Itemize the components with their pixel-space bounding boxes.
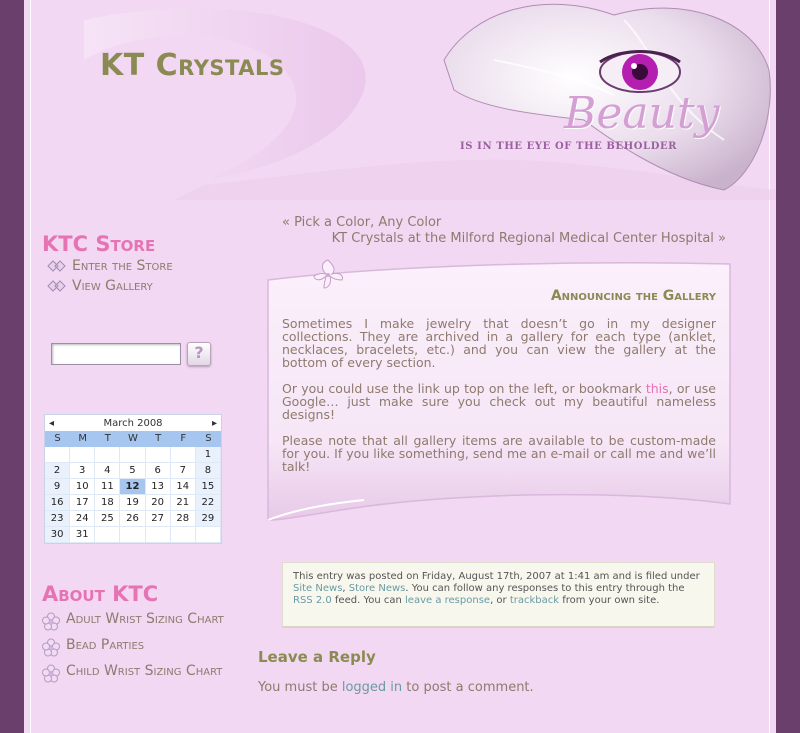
calendar-day: 10 bbox=[70, 479, 95, 495]
calendar-day: 5 bbox=[120, 463, 145, 479]
reply-text: to post a comment. bbox=[402, 680, 534, 695]
calendar-prev-icon[interactable]: ◂ bbox=[49, 417, 55, 429]
header bbox=[24, 0, 776, 200]
calendar-dow: T bbox=[146, 431, 171, 447]
calendar-dow: S bbox=[196, 431, 221, 447]
calendar-day: 17 bbox=[70, 495, 95, 511]
previous-post-link[interactable]: « Pick a Color, Any Color bbox=[282, 215, 442, 230]
calendar-empty-cell bbox=[45, 447, 70, 463]
crystal-icon bbox=[46, 279, 66, 293]
category-store-news-link[interactable]: Store News bbox=[348, 583, 406, 594]
entry-title[interactable]: Announcing the Gallery bbox=[550, 288, 716, 304]
calendar-dow: S bbox=[45, 431, 70, 447]
calendar-empty-cell bbox=[146, 527, 171, 543]
calendar-day: 22 bbox=[196, 495, 221, 511]
sidebar-item-bead-parties[interactable] bbox=[42, 632, 242, 658]
sidebar-store bbox=[42, 232, 232, 296]
sidebar-item-enter-store[interactable] bbox=[42, 256, 232, 276]
entry-paragraph: Please note that all gallery items are available to be custom-made for you. If you like something, send me an e-mail or call me and we’ll talk! bbox=[282, 433, 716, 474]
calendar-day: 23 bbox=[45, 511, 70, 527]
calendar-day: 4 bbox=[95, 463, 120, 479]
calendar-empty-cell bbox=[120, 447, 145, 463]
calendar-grid bbox=[45, 431, 221, 543]
category-site-news-link[interactable]: Site News bbox=[293, 583, 343, 594]
meta-text: , or bbox=[490, 595, 510, 606]
calendar-day: 28 bbox=[171, 511, 196, 527]
flower-icon bbox=[42, 611, 60, 632]
logged-in-link[interactable]: logged in bbox=[341, 680, 403, 695]
calendar-day: 21 bbox=[171, 495, 196, 511]
calendar-day: 24 bbox=[70, 511, 95, 527]
calendar-empty-cell bbox=[196, 527, 221, 543]
calendar-day: 3 bbox=[70, 463, 95, 479]
calendar-empty-cell bbox=[120, 527, 145, 543]
sidebar-item-adult-wrist-chart[interactable] bbox=[42, 606, 242, 632]
reply-text: You must be bbox=[258, 680, 342, 695]
calendar-day: 14 bbox=[171, 479, 196, 495]
calendar-day: 15 bbox=[196, 479, 221, 495]
search-button[interactable]: ? bbox=[187, 342, 211, 366]
meta-text: from your own site. bbox=[559, 595, 660, 606]
meta-text: This entry was posted on Friday, August 17th, 2007 at 1:41 am and is filed under bbox=[293, 571, 700, 582]
calendar-day: 1 bbox=[196, 447, 221, 463]
calendar-dow: W bbox=[120, 431, 145, 447]
calendar-day: 30 bbox=[45, 527, 70, 543]
entry-paragraph: Sometimes I make jewelry that doesn’t go in my designer collections. They are archived in a gallery for each type (anklet, necklaces, bracelets, etc.) and you can view the gallery at the bottom of every section. bbox=[282, 316, 716, 370]
calendar-day: 29 bbox=[196, 511, 221, 527]
sidebar-item-label: Bead Parties bbox=[66, 637, 145, 653]
sidebar-item-label: Child Wrist Sizing Chart bbox=[66, 663, 223, 679]
meta-text: . You can follow any responses to this entry through the bbox=[405, 583, 685, 594]
post-meta bbox=[282, 562, 715, 628]
about-heading: About KTC bbox=[42, 582, 159, 606]
calendar-day: 11 bbox=[95, 479, 120, 495]
calendar-day: 9 bbox=[45, 479, 70, 495]
site-title[interactable]: KT Crystals bbox=[100, 48, 285, 83]
calendar-day: 20 bbox=[146, 495, 171, 511]
reply-note bbox=[258, 680, 534, 695]
entry bbox=[264, 258, 736, 530]
calendar-day: 19 bbox=[120, 495, 145, 511]
calendar-day: 12 bbox=[120, 479, 145, 495]
entry-body bbox=[282, 317, 716, 486]
flower-icon bbox=[42, 663, 60, 684]
sidebar-item-label: Adult Wrist Sizing Chart bbox=[66, 611, 224, 627]
meta-text: feed. You can bbox=[331, 595, 406, 606]
calendar-day: 13 bbox=[146, 479, 171, 495]
entry-text: , or use Google… just make sure you check out my beautiful nameless designs! bbox=[282, 381, 716, 422]
sidebar-about bbox=[42, 582, 242, 684]
calendar-header bbox=[45, 415, 221, 431]
calendar-day: 31 bbox=[70, 527, 95, 543]
calendar-empty-cell bbox=[95, 447, 120, 463]
calendar-month-label: March 2008 bbox=[103, 417, 163, 429]
sidebar-item-label: Enter the Store bbox=[72, 258, 173, 274]
calendar-next-icon[interactable]: ▸ bbox=[211, 417, 217, 429]
calendar-empty-cell bbox=[146, 447, 171, 463]
rss-feed-link[interactable]: RSS 2.0 bbox=[293, 595, 332, 606]
calendar-dow: T bbox=[95, 431, 120, 447]
calendar-day: 27 bbox=[146, 511, 171, 527]
calendar-empty-cell bbox=[171, 447, 196, 463]
calendar-day: 25 bbox=[95, 511, 120, 527]
flower-icon bbox=[42, 637, 60, 658]
crystal-icon bbox=[46, 259, 66, 273]
sidebar-item-child-wrist-chart[interactable] bbox=[42, 658, 242, 684]
entry-paragraph bbox=[282, 382, 716, 421]
search-form bbox=[51, 342, 211, 366]
calendar-day: 26 bbox=[120, 511, 145, 527]
calendar-day: 7 bbox=[171, 463, 196, 479]
header-tagline: IS IN THE EYE OF THE BEHOLDER bbox=[460, 141, 678, 152]
calendar-day: 6 bbox=[146, 463, 171, 479]
calendar-day: 2 bbox=[45, 463, 70, 479]
search-input[interactable] bbox=[51, 343, 181, 365]
calendar-empty-cell bbox=[95, 527, 120, 543]
sidebar-item-label: View Gallery bbox=[72, 278, 153, 294]
meta-text: , bbox=[342, 583, 349, 594]
page bbox=[24, 0, 776, 733]
header-beauty-word: Beauty bbox=[564, 88, 720, 139]
store-heading: KTC Store bbox=[42, 232, 156, 256]
reply-heading: Leave a Reply bbox=[258, 648, 376, 666]
calendar-empty-cell bbox=[70, 447, 95, 463]
sidebar-item-view-gallery[interactable] bbox=[42, 276, 232, 296]
calendar bbox=[44, 414, 222, 544]
calendar-dow: M bbox=[70, 431, 95, 447]
calendar-day: 8 bbox=[196, 463, 221, 479]
calendar-dow: F bbox=[171, 431, 196, 447]
calendar-day: 18 bbox=[95, 495, 120, 511]
trackback-link[interactable]: trackback bbox=[509, 595, 560, 606]
leave-response-link[interactable]: leave a response bbox=[405, 595, 491, 606]
calendar-empty-cell bbox=[171, 527, 196, 543]
next-post-link[interactable]: KT Crystals at the Milford Regional Medical Center Hospital » bbox=[331, 231, 726, 246]
bookmark-this-link[interactable]: this bbox=[645, 381, 669, 396]
entry-text: Or you could use the link up top on the left, or bookmark bbox=[282, 381, 646, 396]
calendar-day: 16 bbox=[45, 495, 70, 511]
